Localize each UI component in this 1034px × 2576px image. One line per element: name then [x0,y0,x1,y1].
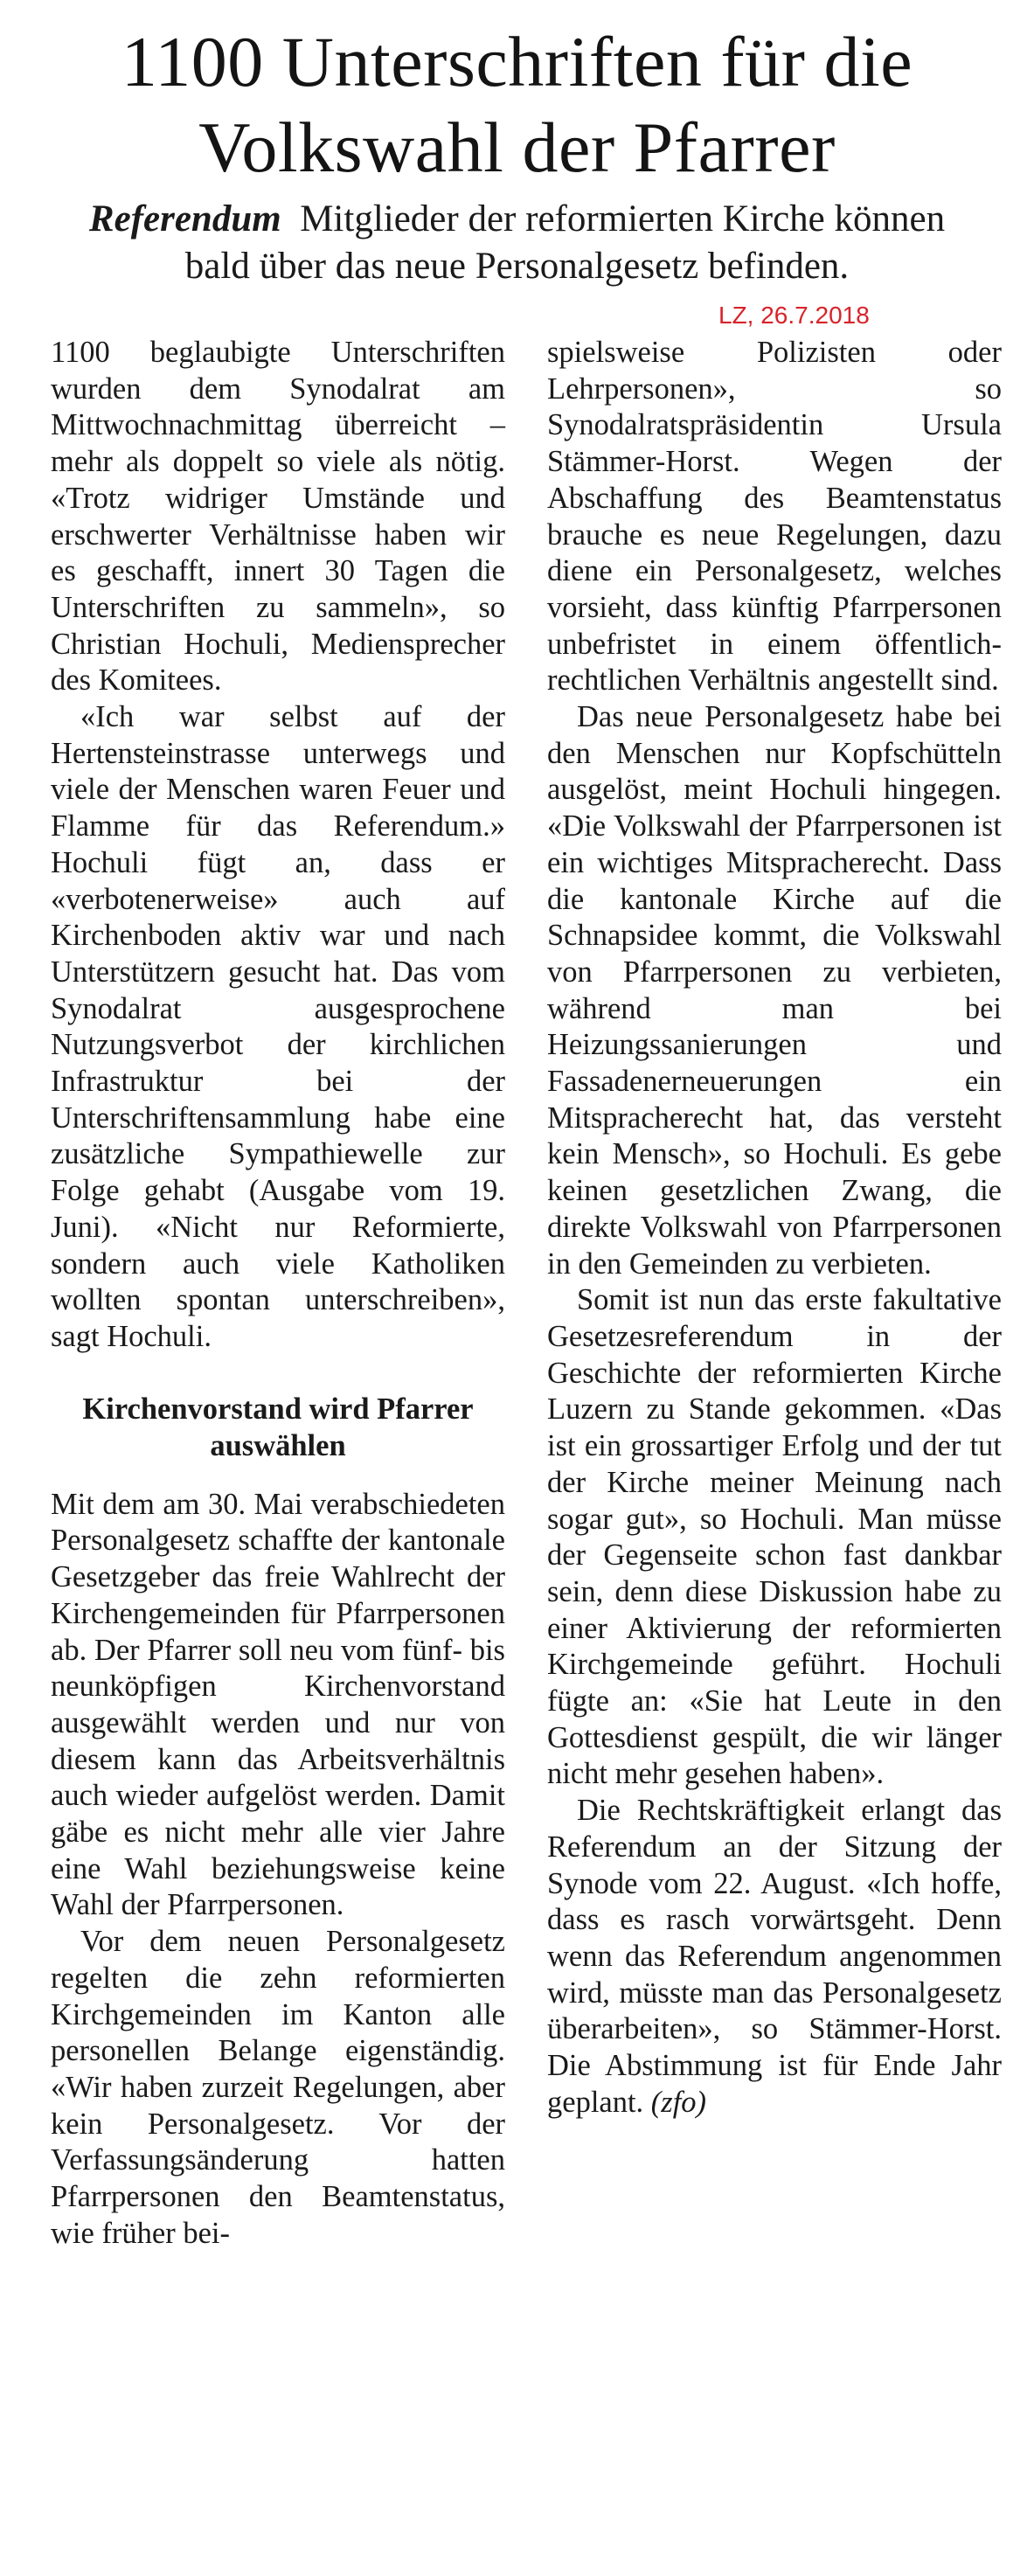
section-subheading: Kirchenvorstand wird Pfarrer auswählen [82,1392,474,1462]
source-stamp: LZ, 26.7.2018 [718,302,870,329]
body-paragraph: Somit ist nun das erste fakultative Gesetzesreferendum in der Geschichte der reformierten Kirche Luzern zu Stande gekommen. «Das ist ein grossartiger Erfolg und der tut der Kirche meiner Meinung nach sogar gut», so Hochuli. Man müsse der Gegenseite schon fast dankbar sein, denn diese Diskussion habe zu einer Aktivierung der reformierten Kirchgemeinde geführt. Hochuli fügte an: «Sie hat Leute in den Gottesdienst gespült, die wir länger nicht mehr gesehen haben». [547,1283,1002,1791]
body-paragraph: Mit dem am 30. Mai verabschiedeten Personalgesetz schaffte der kantonale Gesetzgeber das freie Wahlrecht der Kirchengemeinden für Pfarrpersonen ab. Der Pfarrer soll neu vom fünf- bis neunköpfigen Kirchenvorstand ausgewählt werden und nur von diesem kann das Arbeitsverhältnis auch wieder aufgelöst werden. Damit gäbe es nicht mehr alle vier Jahre eine Wahl beziehungsweise keine Wahl der Pfarrpersonen. [51,1487,505,1922]
article-dek-text: Mitglieder der reformierten Kirche können bald über das neue Personalgesetz befinden. [184,198,946,287]
article-column-left [51,335,505,2252]
body-paragraph-final [547,1793,1002,2121]
article-kicker: Referendum [88,198,281,240]
article-dek [52,196,982,290]
body-paragraph: Das neue Personalgesetz habe bei den Menschen nur Kopfschütteln ausgelöst, meint Hochuli hingegen. «Die Volkswahl der Pfarrpersonen ist ein wichtiges Mitspracherecht. Dass die kantonale Kirche auf die Schnapsidee kommt, die Volkswahl von Pfarrpersonen zu verbieten, während man bei Heizungssanierungen und Fassadenerneuerungen ein Mitspracherecht hat, das versteht kein Mensch», so Hochuli. Es gebe keinen gesetzlichen Zwang, die direkte Volkswahl von Pfarrpersonen in den Gemeinden zu verbieten. [547,700,1002,1281]
body-paragraph: spielsweise Polizisten oder Lehrpersonen», so Synodalratspräsidentin Ursula Stämmer-Horst. Wegen der Abschaffung des Beamtenstatus brauche es neue Regelungen, dazu diene ein Personalgesetz, welches vorsieht, dass künftig Pfarrpersonen unbefristet in einem öffentlich-rechtlichen Verhältnis angestellt sind. [547,336,1002,698]
article-column-right [547,335,1002,2121]
body-paragraph: «Ich war selbst auf der Hertensteinstrasse unterwegs und viele der Menschen waren Feuer und Flamme für das Referendum.» Hochuli fügt an, dass er «verbotenerweise» auch auf Kirchenboden aktiv war und nach Unterstützern gesucht hat. Das vom Synodalrat ausgesprochene Nutzungsverbot der kirchlichen Infrastruktur bei der Unterschriftensammlung habe eine zusätzliche Sympathiewelle zur Folge gehabt (Ausgabe vom 19. Juni). «Nicht nur Reformierte, sondern auch viele Katholiken wollten spontan unterschreiben», sagt Hochuli. [51,700,505,1353]
author-byline: (zfo) [650,2085,707,2119]
final-paragraph-text: Die Rechtskräftigkeit erlangt das Referendum an der Sitzung der Synode vom 22. August. «Ich hoffe, dass es rasch vorwärtsgeht. Denn wenn das Referendum angenommen wird, müsste man das Personalgesetz überarbeiten», so Stämmer-Horst. Die Abstimmung ist für Ende Jahr geplant. [547,1794,1002,2119]
body-paragraph: 1100 beglaubigte Unterschriften wurden dem Synodalrat am Mittwochnachmittag überreicht – mehr als doppelt so viele als nötig. «Trotz widriger Umstände und erschwerter Verhältnisse haben wir es geschafft, innert 30 Tagen die Unterschriften zu sammeln», so Christian Hochuli, Mediensprecher des Komitees. [51,336,505,698]
article-headline: 1100 Unterschriften für die Volkswahl der Pfarrer [121,22,913,187]
body-paragraph: Vor dem neuen Personalgesetz regelten die zehn reformierten Kirchgemeinden im Kanton alle personellen Belange eigenständig. «Wir haben zurzeit Regelungen, aber kein Personalgesetz. Vor der Verfassungsänderung hatten Pfarrpersonen den Beamtenstatus, wie früher bei- [51,1925,505,2250]
